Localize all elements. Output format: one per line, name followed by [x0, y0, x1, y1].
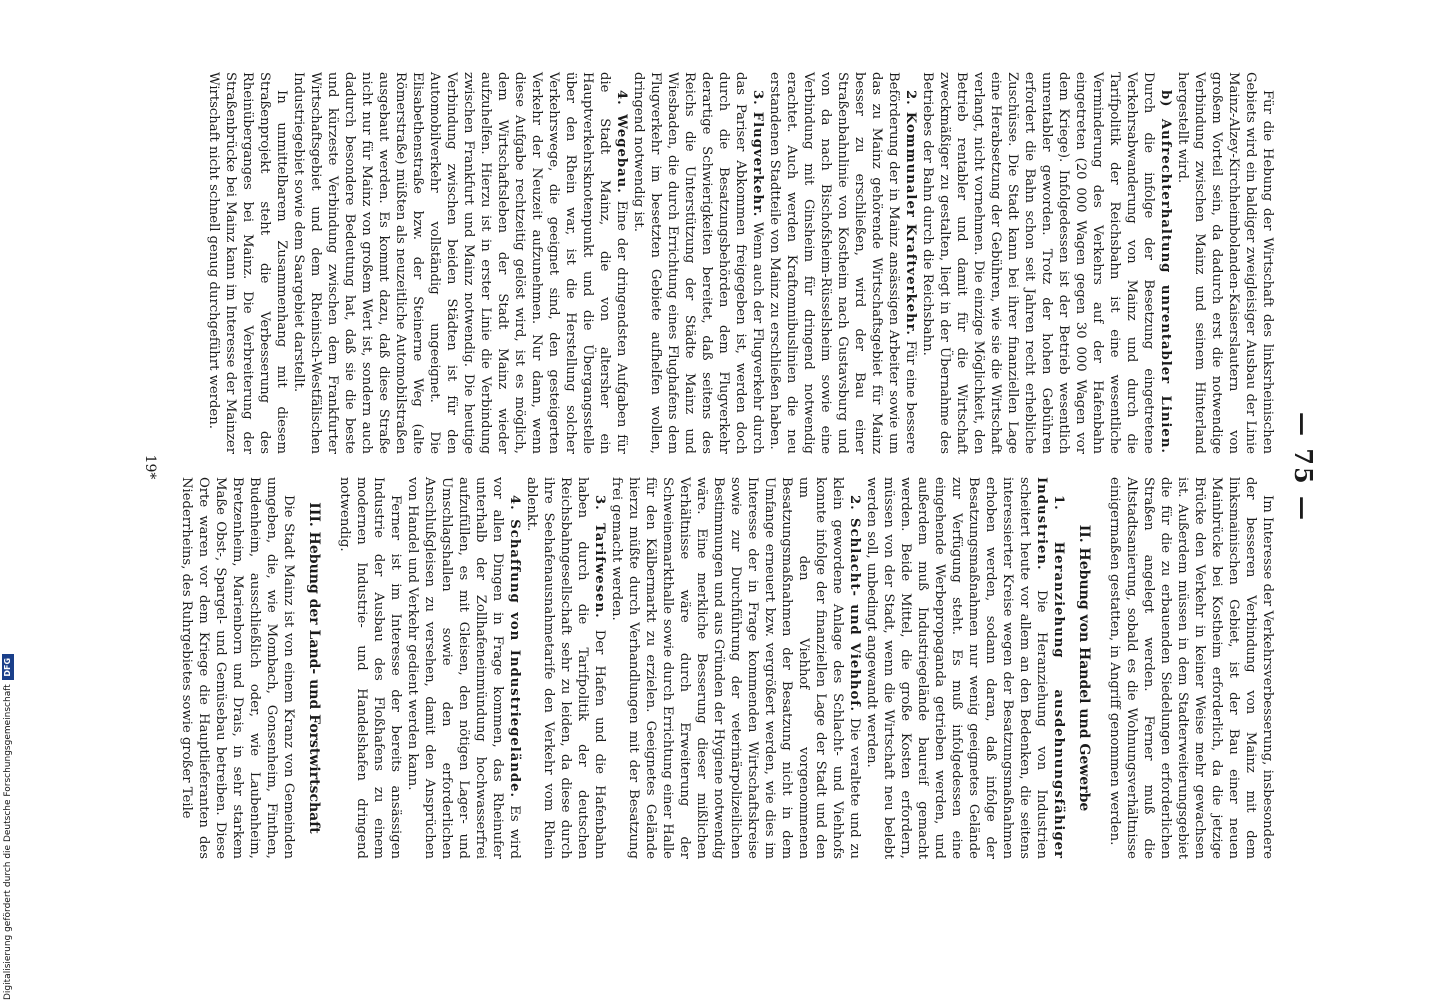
- paragraph: Für die Hebung der Wirtschaft des linksrheinischen Gebiets wird ein baldiger zweigleisiger Ausbau der Linie Mainz-Alzey-Kirchheimbolanden-Kaiserslautern von großem Vorteil sein, da dadurch erst die notwendige Verbindung zwischen Mainz und seinem Hinterland hergestellt wird.: [1175, 72, 1275, 454]
- paragraph: 2. Schlacht- und Viehhof. Die veraltete und zu klein gewordene Anlage des Schlacht- und Viehhofs konnte infolge der finanziellen Lage der Stadt und den um den Viehhof vorgenommenen Besatzungsmaßnahmen der Besatzung nicht in dem Umfange erneuert bzw. vergrößert werden, wie dies im Interesse der in Frage kommenden Wirtschaftskreise sowie zur Durchführung der veterinärpolizeilichen Bestimmungen und aus Gründen der Hygiene notwendig wäre. Eine merkliche Besserung dieser mißlichen Verhältnisse wäre durch Erweiterung der Schweinemarkthalle sowie durch Errichtung einer Halle für den Kälbermarkt zu erzielen. Geeignetes Gelände hierzu müßte durch Verhandlungen mit der Besatzung frei gemacht werden.: [609, 477, 862, 859]
- section-heading: 3. Flugverkehr.: [750, 90, 765, 218]
- paragraph: 2. Kommunaler Kraftverkehr. Für eine bessere Beförderung der in Mainz ansässigen Arbeiter sowie um das zu Mainz gehörende Wirtschaftsgebiet für Mainz besser zu erschließen, wird der Bau einer Straßenbahnlinie von Kostheim nach Gustavsburg und von da nach Bischofsheim-Rüsselsheim sowie eine Verbindung mit Ginsheim für dringend notwendig erachtet. Auch werden Kraftomnibuslinien die neu erstandenen Stadtteile von Mainz zu erschließen haben.: [767, 72, 918, 454]
- chapter-heading: III. Hebung der Land- und Forstwirtschaft: [306, 502, 322, 834]
- credit-text: Digitalisierung gefördert durch die Deutsche Forschungsgemeinschaft: [3, 684, 13, 1000]
- right-column: [176, 477, 1276, 859]
- printer-signature: 19*: [142, 454, 158, 480]
- paragraph: b) Aufrechterhaltung unrentabler Linien. Durch die infolge der Besetzung eingetretene Verkehrsabwanderung von Mainz und durch die Tarifpolitik der Reichsbahn ist eine wesentliche Verminderung des Verkehrs auf der Hafenbahn eingetreten (20 000 Wagen gegen 30 000 Wagen vor dem Kriege). Infolgedessen ist der Betrieb wesentlich unrentabler geworden. Trotz der hohen Gebühren erfordert die Bahn schon seit Jahren recht erhebliche Zuschüsse. Die Stadt kann bei ihrer finanziellen Lage eine Herabsetzung der Gebühren, wie sie die Wirtschaft verlangt, nicht vornehmen. Die einzige Möglichkeit, den Betrieb rentabler und damit für die Wirtschaft zweckmäßiger zu gestalten, liegt in der Übernahme des Betriebes der Bahn durch die Reichsbahn.: [920, 72, 1173, 454]
- section-heading: 2. Schlacht- und Viehhof.: [847, 495, 862, 713]
- section-heading: 4. Schaffung von Industriegelände.: [507, 495, 522, 799]
- rotated-page: [138, 72, 1318, 862]
- section-heading: 1. Heranziehung ausdehnungsfähiger Industrien.: [1034, 477, 1066, 859]
- dfg-logo-icon: DFG: [2, 654, 14, 680]
- section-heading: 2. Kommunaler Kraftverkehr.: [903, 90, 918, 337]
- paragraph: In unmittelbarem Zusammenhang mit diesem Straßenprojekt steht die Verbesserung des Rheinüberganges bei Mainz. Die Verbreiterung der Straßenbrücke bei Mainz kann im Interesse der Mainzer Wirtschaft nicht schnell genug durchgeführt werden.: [206, 72, 289, 454]
- paragraph: 1. Heranziehung ausdehnungsfähiger Industrien. Die Heranziehung von Industrien scheitert heute vor allem an den Bedenken, die seitens interessierter Kreise wegen der Besatzungsmaßnahmen erhoben werden, sodann daran, daß infolge der Besatzungsmaßnahmen nur wenig geeignetes Gelände zur Verfügung steht. Es muß infolgedessen eine eingehende Werbepropaganda getrieben werden, und außerdem muß Industriegelände baureif gemacht werden. Beide Mittel, die große Kosten erfordern, müssen von der Stadt, wenn die Wirtschaft neu belebt werden soll, unbedingt angewandt werden.: [864, 477, 1066, 859]
- left-column: [176, 72, 1276, 454]
- paragraph: 3. Tarifwesen. Der Hafen und die Hafenbahn haben durch die Tarifpolitik der deutschen Reichsbahngesellschaft sehr zu leiden, da diese durch ihre Seehafenausnahmetarife den Verkehr vom Rhein ablenkt.: [524, 477, 607, 859]
- section-heading: b) Aufrechterhaltung unrentabler Linien.: [1158, 90, 1173, 454]
- page-number: — 75 —: [1289, 411, 1318, 523]
- section-heading: 4. Wegebau.: [614, 90, 629, 194]
- section-heading: 3. Tarifwesen.: [592, 495, 607, 619]
- paragraph: 4. Wegebau. Eine der dringendsten Aufgaben für die Stadt Mainz, die von altersher ein Hauptverkehrsknotenpunkt und die Übergangsstelle über den Rhein war, ist die Herstellung solcher Verkehrswege, die geeignet sind, den gesteigerten Verkehr der Neuzeit aufzunehmen. Nur dann, wenn diese Aufgabe rechtzeitig gelöst wird, ist es möglich, dem Wirtschaftsleben der Stadt Mainz wieder aufzuhelfen. Hierzu ist in erster Linie die Verbindung zwischen Frankfurt und Mainz notwendig. Die heutige Verbindung zwischen beiden Städten ist für den Automobilverkehr vollständig ungeeignet. Die Elisabethenstraße bzw. der Steinerne Weg (alte Römerstraße) müßten als neuzeitliche Automobilstraßen ausgebaut werden. Es kommt dazu, daß diese Straße nicht nur für Mainz von großem Wert ist, sondern auch dadurch besondere Bedeutung hat, daß sie die beste und kürzeste Verbindung zwischen dem Frankfurter Wirtschaftsgebiet und dem Rheinisch-Westfälischen Industriegebiet sowie dem Saargebiet darstellt.: [291, 72, 629, 454]
- paragraph: 3. Flugverkehr. Wenn auch der Flugverkehr durch das Pariser Abkommen freigegeben ist, werden doch durch die Besatzungsbehörden dem Flugverkehr derartige Schwierigkeiten bereitet, daß seitens des Reichs die Unterstützung der Städte Mainz und Wiesbaden, die durch Errichtung eines Flughafens dem Flugverkehr im besetzten Gebiete aufhelfen wollen, dringend notwendig ist.: [631, 72, 765, 454]
- paragraph: Die Stadt Mainz ist von einem Kranz von Gemeinden umgeben, die, wie Mombach, Gonsenheim, Finthen, Budenheim, ausschließlich oder, wie Laubenheim, Bretzenheim, Marienborn und Drais, in sehr starkem Maße Obst-, Spargel- und Gemüsebau betreiben. Diese Orte waren vor dem Kriege die Hauptlieferanten des Niederrheins, des Ruhrgebietes sowie großer Teile: [179, 477, 296, 859]
- paragraph: 4. Schaffung von Industriegelände. Es wird vor allen Dingen in Frage kommen, das Rheinufer unterhalb der Zollhafeneinmündung hochwasserfrei aufzufüllen, es mit Gleisen, den nötigen Lager- und Umschlagshallen sowie den erforderlichen Anschlußgleisen zu versehen, damit den Ansprüchen von Handel und Verkehr gedient werden kann.: [405, 477, 522, 859]
- paragraph: Ferner ist im Interesse der bereits ansässigen Industrie der Ausbau des Floßhafens zu einem modernen Industrie- und Handelshafen dringend notwendig.: [337, 477, 403, 859]
- chapter-heading: II. Hebung von Handel und Gewerbe: [1076, 524, 1092, 812]
- paragraph: Im Interesse der Verkehrsverbesserung, insbesondere der besseren Verbindung von Mainz mit dem linksmainischen Gebiet, ist der Bau einer neuen Mainbrücke bei Kostheim erforderlich, da die jetzige Brücke den Verkehr in keiner Weise mehr gewachsen ist. Außerdem müssen in dem Stadterweiterungsgebiet die für die zu erbauenden Siedelungen erforderlichen Straßen angelegt werden. Ferner muß die Altstadtsanierung, sobald es die Wohnungsverhältnisse einigermaßen gestatten, in Angriff genommen werden.: [1107, 477, 1275, 859]
- digitization-credit: [0, 580, 16, 1000]
